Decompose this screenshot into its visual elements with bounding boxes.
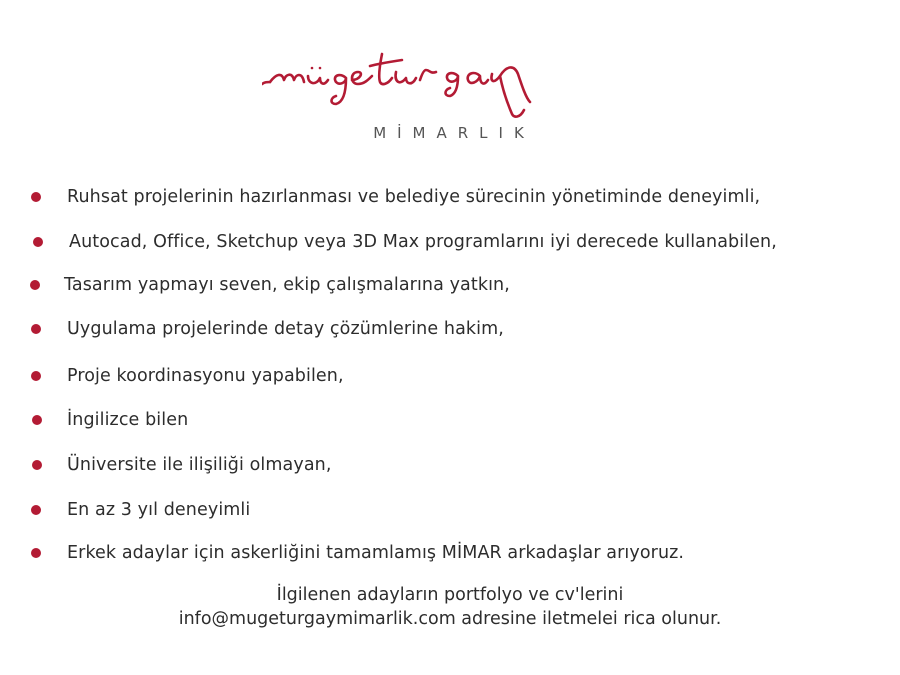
contact-footer	[0, 583, 900, 631]
bullet-dot-icon	[31, 324, 41, 334]
list-item-text: Autocad, Office, Sketchup veya 3D Max programlarını iyi derecede kullanabilen,	[69, 232, 777, 252]
list-item-text: İngilizce bilen	[67, 410, 189, 430]
bullet-dot-icon	[32, 460, 42, 470]
footer-line-portfolio: İlgilenen adayların portfolyo ve cv'lerini	[276, 585, 624, 605]
list-item-text: Ruhsat projelerinin hazırlanması ve belediye sürecinin yönetiminde deneyimli,	[67, 187, 761, 207]
bullet-dot-icon	[32, 415, 42, 425]
list-item-text: Üniversite ile ilişiliği olmayan,	[67, 455, 332, 475]
list-item-text: Tasarım yapmayı seven, ekip çalışmalarına yatkın,	[64, 275, 510, 295]
list-item-text: Erkek adaylar için askerliğini tamamlamış MİMAR arkadaşlar arıyoruz.	[67, 543, 685, 563]
bullet-dot-icon	[31, 505, 41, 515]
bullet-dot-icon	[33, 237, 43, 247]
list-item-text: Uygulama projelerinde detay çözümlerine hakim,	[67, 319, 504, 339]
bullet-dot-icon	[30, 280, 40, 290]
bullet-dot-icon	[31, 371, 41, 381]
list-item-text: En az 3 yıl deneyimli	[67, 500, 251, 520]
footer-line-email: info@mugeturgaymimarlik.com adresine iletmelei rica olunur.	[178, 609, 722, 629]
logo-subtitle: MİMARLIK	[373, 124, 535, 142]
bullet-dot-icon	[31, 548, 41, 558]
bullet-dot-icon	[31, 192, 41, 202]
list-item-text: Proje koordinasyonu yapabilen,	[67, 366, 344, 386]
